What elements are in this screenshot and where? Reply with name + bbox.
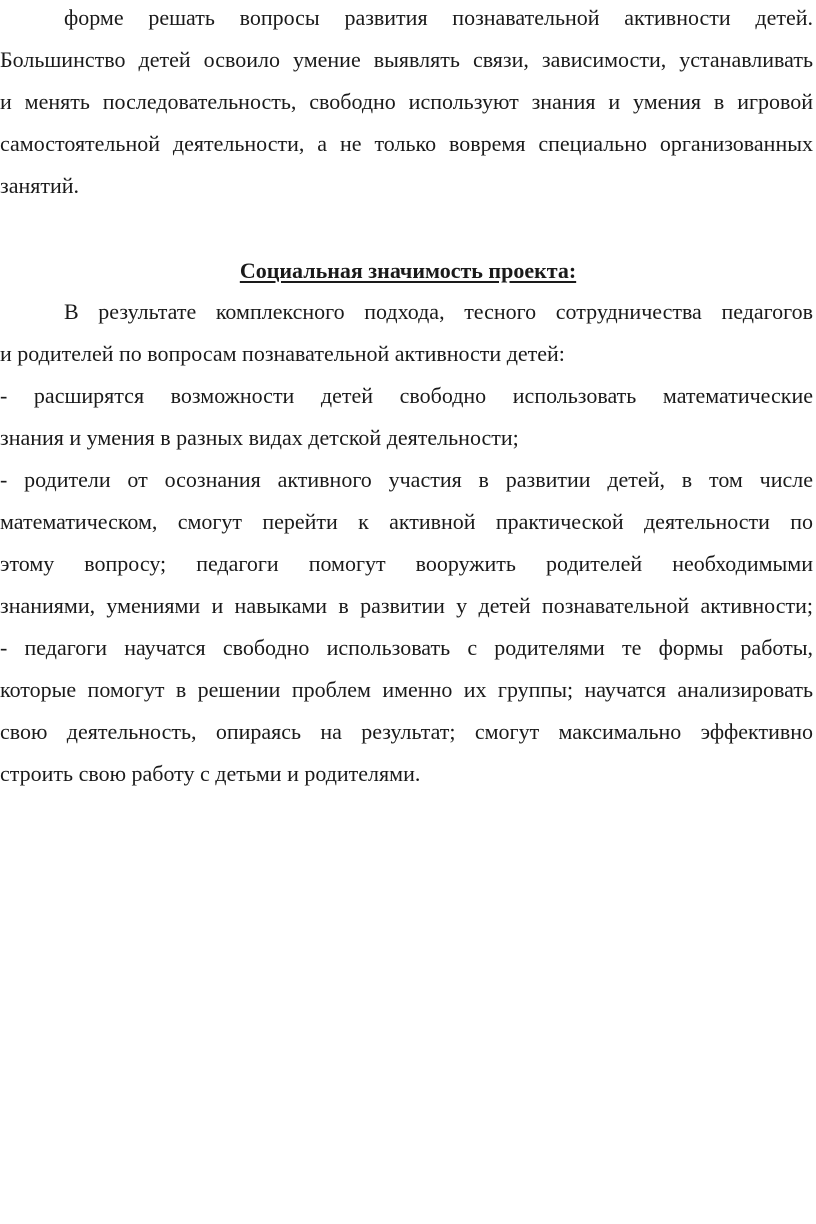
- paragraph-line: форме решать вопросы развития познавательной активности детей.: [64, 5, 813, 30]
- list-item-line: этому вопросу; педагоги помогут вооружить родителей необходимыми: [0, 551, 813, 576]
- section-heading: Социальная значимость проекта:: [239, 258, 577, 283]
- paragraph-line: Большинство детей освоило умение выявлять связи, зависимости, устанавливать: [0, 47, 813, 72]
- paragraph-line: В результате комплексного подхода, тесного сотрудничества педагогов: [64, 299, 813, 324]
- paragraph-line: занятий.: [0, 173, 80, 198]
- list-item-line: математическом, смогут перейти к активной практической деятельности по: [0, 509, 813, 534]
- list-item-line: строить свою работу с детьми и родителями.: [0, 761, 421, 786]
- paragraph-line: и менять последовательность, свободно используют знания и умения в игровой: [0, 89, 813, 114]
- paragraph-line: самостоятельной деятельности, а не только вовремя специально организованных: [0, 131, 813, 156]
- list-item-line: - расширятся возможности детей свободно использовать математические: [0, 383, 813, 408]
- list-item-line: - родители от осознания активного участия в развитии детей, в том числе: [0, 467, 813, 492]
- list-item-line: - педагоги научатся свободно использовать с родителями те формы работы,: [0, 635, 813, 660]
- list-item-line: свою деятельность, опираясь на результат; смогут максимально эффективно: [0, 719, 813, 744]
- list-item-line: знания и умения в разных видах детской деятельности;: [0, 425, 519, 450]
- list-item-line: знаниями, умениями и навыками в развитии у детей познавательной активности;: [0, 593, 813, 618]
- list-item-line: которые помогут в решении проблем именно их группы; научатся анализировать: [0, 677, 813, 702]
- paragraph-line: и родителей по вопросам познавательной активности детей:: [0, 341, 565, 366]
